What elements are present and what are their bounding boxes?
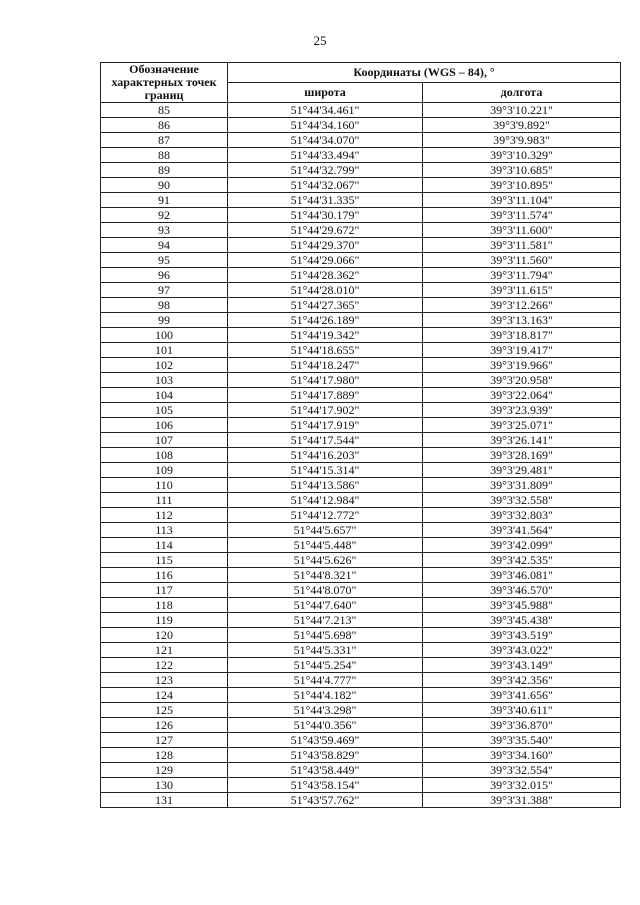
table-row: [101, 343, 621, 358]
table-row: [101, 328, 621, 343]
longitude-cell: 39°3'13.163": [423, 313, 621, 328]
table-row: [101, 208, 621, 223]
latitude-cell: 51°44'17.980": [228, 373, 423, 388]
latitude-cell: 51°44'28.362": [228, 268, 423, 283]
point-number-cell: 121: [101, 643, 228, 658]
table-row: [101, 523, 621, 538]
point-number-cell: 126: [101, 718, 228, 733]
point-number-cell: 97: [101, 283, 228, 298]
table-row: [101, 493, 621, 508]
latitude-cell: 51°44'7.213": [228, 613, 423, 628]
point-number-cell: 109: [101, 463, 228, 478]
longitude-cell: 39°3'22.064": [423, 388, 621, 403]
longitude-cell: 39°3'41.656": [423, 688, 621, 703]
table-row: [101, 253, 621, 268]
point-number-cell: 107: [101, 433, 228, 448]
latitude-cell: 51°44'34.160": [228, 118, 423, 133]
point-number-cell: 112: [101, 508, 228, 523]
table-row: [101, 793, 621, 808]
longitude-cell: 39°3'10.685": [423, 163, 621, 178]
table-row: [101, 703, 621, 718]
table-row: [101, 448, 621, 463]
latitude-cell: 51°44'28.010": [228, 283, 423, 298]
longitude-cell: 39°3'12.266": [423, 298, 621, 313]
point-number-cell: 94: [101, 238, 228, 253]
longitude-cell: 39°3'26.141": [423, 433, 621, 448]
latitude-cell: 51°44'5.331": [228, 643, 423, 658]
point-number-cell: 128: [101, 748, 228, 763]
latitude-cell: 51°44'12.984": [228, 493, 423, 508]
table-row: [101, 223, 621, 238]
point-number-cell: 114: [101, 538, 228, 553]
page-number: 25: [313, 33, 327, 48]
longitude-cell: 39°3'9.983": [423, 133, 621, 148]
latitude-cell: 51°44'18.247": [228, 358, 423, 373]
point-number-cell: 103: [101, 373, 228, 388]
table-row: [101, 538, 621, 553]
table-body: [101, 103, 621, 808]
point-number-cell: 117: [101, 583, 228, 598]
latitude-cell: 51°44'5.657": [228, 523, 423, 538]
table-row: [101, 163, 621, 178]
latitude-cell: 51°44'26.189": [228, 313, 423, 328]
longitude-cell: 39°3'43.519": [423, 628, 621, 643]
coordinates-table: [100, 62, 621, 808]
longitude-cell: 39°3'40.611": [423, 703, 621, 718]
table-row: [101, 718, 621, 733]
longitude-cell: 39°3'45.988": [423, 598, 621, 613]
table-row: [101, 358, 621, 373]
point-number-cell: 110: [101, 478, 228, 493]
latitude-cell: 51°44'0.356": [228, 718, 423, 733]
point-number-cell: 100: [101, 328, 228, 343]
longitude-cell: 39°3'42.356": [423, 673, 621, 688]
longitude-cell: 39°3'29.481": [423, 463, 621, 478]
longitude-cell: 39°3'11.104": [423, 193, 621, 208]
point-number-cell: 123: [101, 673, 228, 688]
longitude-cell: 39°3'42.535": [423, 553, 621, 568]
longitude-cell: 39°3'11.581": [423, 238, 621, 253]
point-number-cell: 104: [101, 388, 228, 403]
table-row: [101, 643, 621, 658]
longitude-cell: 39°3'32.554": [423, 763, 621, 778]
point-number-cell: 87: [101, 133, 228, 148]
longitude-cell: 39°3'25.071": [423, 418, 621, 433]
table-row: [101, 688, 621, 703]
latitude-cell: 51°44'3.298": [228, 703, 423, 718]
latitude-cell: 51°44'12.772": [228, 508, 423, 523]
longitude-cell: 39°3'9.892": [423, 118, 621, 133]
point-number-cell: 96: [101, 268, 228, 283]
latitude-cell: 51°44'34.461": [228, 103, 423, 118]
table-row: [101, 313, 621, 328]
latitude-cell: 51°43'58.449": [228, 763, 423, 778]
point-number-cell: 85: [101, 103, 228, 118]
table-row: [101, 553, 621, 568]
point-number-cell: 122: [101, 658, 228, 673]
point-number-cell: 89: [101, 163, 228, 178]
longitude-cell: 39°3'11.794": [423, 268, 621, 283]
table-row: [101, 778, 621, 793]
table-row: [101, 148, 621, 163]
point-number-cell: 106: [101, 418, 228, 433]
longitude-cell: 39°3'34.160": [423, 748, 621, 763]
longitude-cell: 39°3'11.615": [423, 283, 621, 298]
latitude-cell: 51°44'17.902": [228, 403, 423, 418]
point-number-cell: 93: [101, 223, 228, 238]
longitude-cell: 39°3'31.388": [423, 793, 621, 808]
point-number-cell: 90: [101, 178, 228, 193]
table-row: [101, 298, 621, 313]
table-row: [101, 193, 621, 208]
latitude-cell: 51°44'4.182": [228, 688, 423, 703]
table-row: [101, 628, 621, 643]
table-row: [101, 508, 621, 523]
latitude-cell: 51°44'15.314": [228, 463, 423, 478]
table-row: [101, 613, 621, 628]
longitude-cell: 39°3'19.966": [423, 358, 621, 373]
latitude-cell: 51°44'33.494": [228, 148, 423, 163]
table-row: [101, 373, 621, 388]
longitude-cell: 39°3'46.570": [423, 583, 621, 598]
header-coordinates: Координаты (WGS – 84), °: [228, 63, 621, 83]
latitude-cell: 51°44'19.342": [228, 328, 423, 343]
longitude-cell: 39°3'36.870": [423, 718, 621, 733]
table-row: [101, 403, 621, 418]
longitude-cell: 39°3'43.022": [423, 643, 621, 658]
point-number-cell: 119: [101, 613, 228, 628]
latitude-cell: 51°44'7.640": [228, 598, 423, 613]
latitude-cell: 51°44'31.335": [228, 193, 423, 208]
table-row: [101, 433, 621, 448]
latitude-cell: 51°44'27.365": [228, 298, 423, 313]
point-number-cell: 113: [101, 523, 228, 538]
point-number-cell: 129: [101, 763, 228, 778]
latitude-cell: 51°44'29.672": [228, 223, 423, 238]
point-number-cell: 102: [101, 358, 228, 373]
latitude-cell: 51°43'58.154": [228, 778, 423, 793]
table-row: [101, 418, 621, 433]
latitude-cell: 51°44'13.586": [228, 478, 423, 493]
table-row: [101, 748, 621, 763]
latitude-cell: 51°44'34.070": [228, 133, 423, 148]
latitude-cell: 51°44'32.067": [228, 178, 423, 193]
point-number-cell: 125: [101, 703, 228, 718]
longitude-cell: 39°3'28.169": [423, 448, 621, 463]
latitude-cell: 51°44'8.070": [228, 583, 423, 598]
table-row: [101, 103, 621, 118]
latitude-cell: 51°43'59.469": [228, 733, 423, 748]
longitude-cell: 39°3'10.221": [423, 103, 621, 118]
longitude-cell: 39°3'20.958": [423, 373, 621, 388]
latitude-cell: 51°44'5.254": [228, 658, 423, 673]
longitude-cell: 39°3'23.939": [423, 403, 621, 418]
longitude-cell: 39°3'11.600": [423, 223, 621, 238]
longitude-cell: 39°3'46.081": [423, 568, 621, 583]
latitude-cell: 51°44'5.448": [228, 538, 423, 553]
point-number-cell: 95: [101, 253, 228, 268]
latitude-cell: 51°44'16.203": [228, 448, 423, 463]
table-row: [101, 283, 621, 298]
latitude-cell: 51°43'57.762": [228, 793, 423, 808]
table-row: [101, 463, 621, 478]
header-longitude: долгота: [423, 83, 621, 103]
point-number-cell: 101: [101, 343, 228, 358]
point-number-cell: 115: [101, 553, 228, 568]
point-number-cell: 116: [101, 568, 228, 583]
point-number-cell: 127: [101, 733, 228, 748]
table-row: [101, 388, 621, 403]
latitude-cell: 51°44'4.777": [228, 673, 423, 688]
latitude-cell: 51°44'18.655": [228, 343, 423, 358]
longitude-cell: 39°3'43.149": [423, 658, 621, 673]
table-row: [101, 133, 621, 148]
latitude-cell: 51°44'29.370": [228, 238, 423, 253]
longitude-cell: 39°3'41.564": [423, 523, 621, 538]
latitude-cell: 51°44'17.889": [228, 388, 423, 403]
longitude-cell: 39°3'35.540": [423, 733, 621, 748]
latitude-cell: 51°44'5.698": [228, 628, 423, 643]
latitude-cell: 51°44'8.321": [228, 568, 423, 583]
longitude-cell: 39°3'19.417": [423, 343, 621, 358]
longitude-cell: 39°3'32.558": [423, 493, 621, 508]
point-number-cell: 86: [101, 118, 228, 133]
point-number-cell: 108: [101, 448, 228, 463]
header-latitude: широта: [228, 83, 423, 103]
longitude-cell: 39°3'32.803": [423, 508, 621, 523]
longitude-cell: 39°3'18.817": [423, 328, 621, 343]
table-row: [101, 238, 621, 253]
longitude-cell: 39°3'10.895": [423, 178, 621, 193]
point-number-cell: 88: [101, 148, 228, 163]
longitude-cell: 39°3'45.438": [423, 613, 621, 628]
table-row: [101, 268, 621, 283]
table-row: [101, 178, 621, 193]
latitude-cell: 51°43'58.829": [228, 748, 423, 763]
point-number-cell: 120: [101, 628, 228, 643]
table-row: [101, 673, 621, 688]
point-number-cell: 131: [101, 793, 228, 808]
latitude-cell: 51°44'5.626": [228, 553, 423, 568]
latitude-cell: 51°44'17.544": [228, 433, 423, 448]
longitude-cell: 39°3'11.560": [423, 253, 621, 268]
table-row: [101, 763, 621, 778]
longitude-cell: 39°3'11.574": [423, 208, 621, 223]
latitude-cell: 51°44'17.919": [228, 418, 423, 433]
latitude-cell: 51°44'32.799": [228, 163, 423, 178]
point-number-cell: 111: [101, 493, 228, 508]
point-number-cell: 124: [101, 688, 228, 703]
longitude-cell: 39°3'42.099": [423, 538, 621, 553]
table-row: [101, 478, 621, 493]
point-number-cell: 99: [101, 313, 228, 328]
longitude-cell: 39°3'10.329": [423, 148, 621, 163]
latitude-cell: 51°44'30.179": [228, 208, 423, 223]
table-row: [101, 118, 621, 133]
table-row: [101, 583, 621, 598]
point-number-cell: 92: [101, 208, 228, 223]
header-point-designation: Обозначение характерных точек границ: [101, 63, 228, 103]
table-row: [101, 568, 621, 583]
table-row: [101, 598, 621, 613]
table-row: [101, 658, 621, 673]
point-number-cell: 105: [101, 403, 228, 418]
point-number-cell: 91: [101, 193, 228, 208]
longitude-cell: 39°3'31.809": [423, 478, 621, 493]
point-number-cell: 130: [101, 778, 228, 793]
table-row: [101, 733, 621, 748]
point-number-cell: 98: [101, 298, 228, 313]
point-number-cell: 118: [101, 598, 228, 613]
longitude-cell: 39°3'32.015": [423, 778, 621, 793]
latitude-cell: 51°44'29.066": [228, 253, 423, 268]
